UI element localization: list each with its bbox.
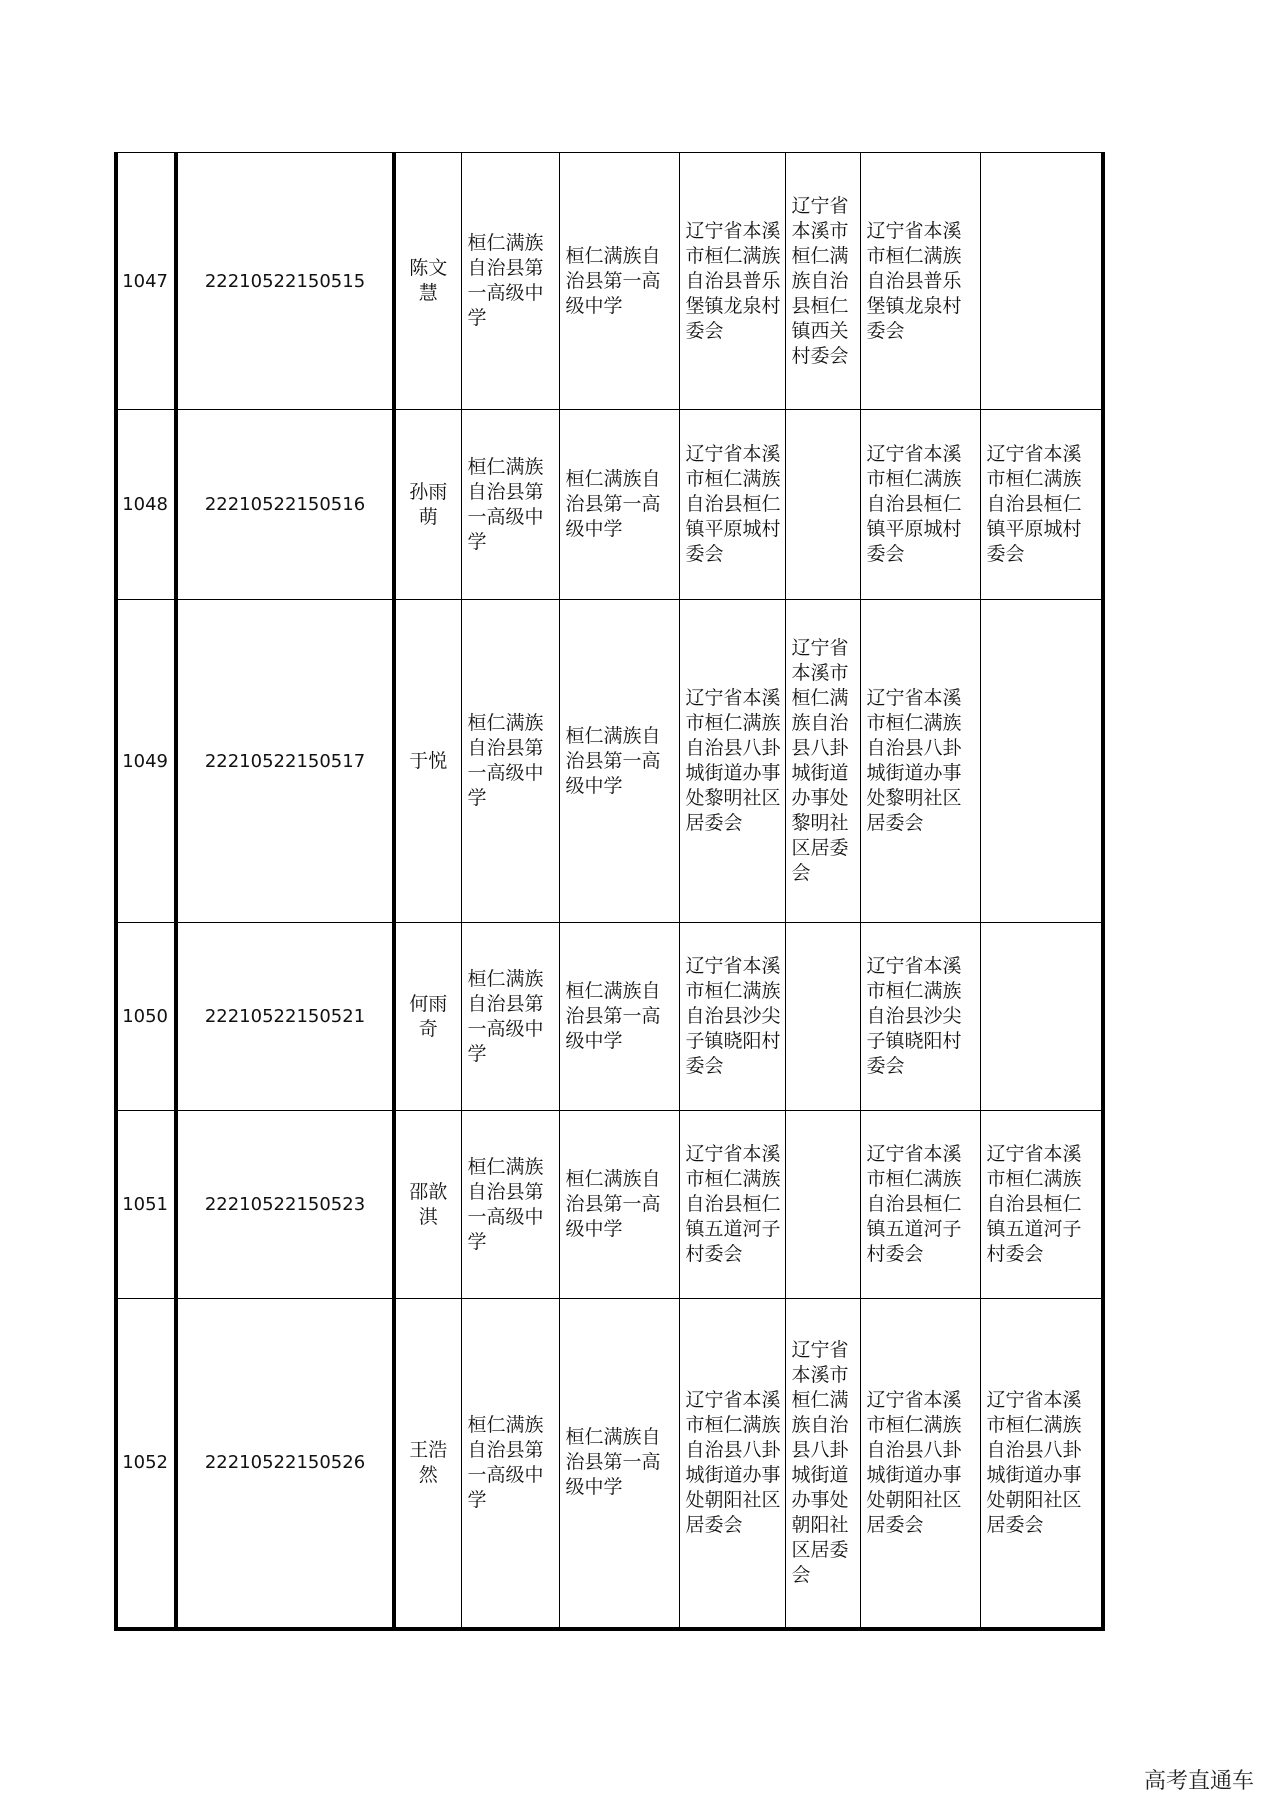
exam-id: 22210522150516 [176,410,394,600]
school-name: 桓仁满族自治县第一高级中学 [461,923,559,1111]
address-2 [785,410,860,600]
student-name: 孙雨萌 [394,410,461,600]
exam-id: 22210522150517 [176,600,394,923]
address-3: 辽宁省本溪市桓仁满族自治县八卦城街道办事处黎明社区居委会 [860,600,980,923]
student-name: 陈文慧 [394,153,461,410]
exam-id: 22210522150515 [176,153,394,410]
school-name-2: 桓仁满族自治县第一高级中学 [559,1299,679,1629]
address-1: 辽宁省本溪市桓仁满族自治县桓仁镇五道河子村委会 [679,1111,785,1299]
row-number: 1051 [116,1111,176,1299]
address-1: 辽宁省本溪市桓仁满族自治县桓仁镇平原城村委会 [679,410,785,600]
address-2 [785,923,860,1111]
school-name: 桓仁满族自治县第一高级中学 [461,153,559,410]
table-row [116,600,1103,923]
watermark-text: 高考直通车 [1143,1769,1254,1794]
school-name: 桓仁满族自治县第一高级中学 [461,1111,559,1299]
address-4: 辽宁省本溪市桓仁满族自治县桓仁镇平原城村委会 [980,410,1103,600]
address-1: 辽宁省本溪市桓仁满族自治县沙尖子镇晓阳村委会 [679,923,785,1111]
row-number: 1049 [116,600,176,923]
school-name-2: 桓仁满族自治县第一高级中学 [559,410,679,600]
address-1: 辽宁省本溪市桓仁满族自治县八卦城街道办事处朝阳社区居委会 [679,1299,785,1629]
school-name: 桓仁满族自治县第一高级中学 [461,600,559,923]
row-number: 1050 [116,923,176,1111]
address-4: 辽宁省本溪市桓仁满族自治县八卦城街道办事处朝阳社区居委会 [980,1299,1103,1629]
address-3: 辽宁省本溪市桓仁满族自治县桓仁镇平原城村委会 [860,410,980,600]
school-name-2: 桓仁满族自治县第一高级中学 [559,1111,679,1299]
roster-table [114,152,1105,1631]
address-2 [785,1111,860,1299]
address-3: 辽宁省本溪市桓仁满族自治县沙尖子镇晓阳村委会 [860,923,980,1111]
school-name: 桓仁满族自治县第一高级中学 [461,1299,559,1629]
school-name-2: 桓仁满族自治县第一高级中学 [559,600,679,923]
address-2: 辽宁省本溪市桓仁满族自治县八卦城街道办事处黎明社区居委会 [785,600,860,923]
exam-id: 22210522150521 [176,923,394,1111]
address-4: 辽宁省本溪市桓仁满族自治县桓仁镇五道河子村委会 [980,1111,1103,1299]
exam-id: 22210522150526 [176,1299,394,1629]
school-name-2: 桓仁满族自治县第一高级中学 [559,923,679,1111]
table-row [116,1299,1103,1629]
address-4 [980,600,1103,923]
student-name: 何雨奇 [394,923,461,1111]
row-number: 1052 [116,1299,176,1629]
address-4 [980,153,1103,410]
address-1: 辽宁省本溪市桓仁满族自治县八卦城街道办事处黎明社区居委会 [679,600,785,923]
address-3: 辽宁省本溪市桓仁满族自治县普乐堡镇龙泉村委会 [860,153,980,410]
address-1: 辽宁省本溪市桓仁满族自治县普乐堡镇龙泉村委会 [679,153,785,410]
school-name: 桓仁满族自治县第一高级中学 [461,410,559,600]
student-name: 邵歆淇 [394,1111,461,1299]
table-row [116,923,1103,1111]
row-number: 1047 [116,153,176,410]
table-row [116,1111,1103,1299]
address-2: 辽宁省本溪市桓仁满族自治县八卦城街道办事处朝阳社区居委会 [785,1299,860,1629]
student-name: 王浩然 [394,1299,461,1629]
table-row [116,410,1103,600]
exam-id: 22210522150523 [176,1111,394,1299]
table-row [116,153,1103,410]
address-4 [980,923,1103,1111]
school-name-2: 桓仁满族自治县第一高级中学 [559,153,679,410]
row-number: 1048 [116,410,176,600]
address-3: 辽宁省本溪市桓仁满族自治县八卦城街道办事处朝阳社区居委会 [860,1299,980,1629]
student-name: 于悦 [394,600,461,923]
address-2: 辽宁省本溪市桓仁满族自治县桓仁镇西关村委会 [785,153,860,410]
address-3: 辽宁省本溪市桓仁满族自治县桓仁镇五道河子村委会 [860,1111,980,1299]
